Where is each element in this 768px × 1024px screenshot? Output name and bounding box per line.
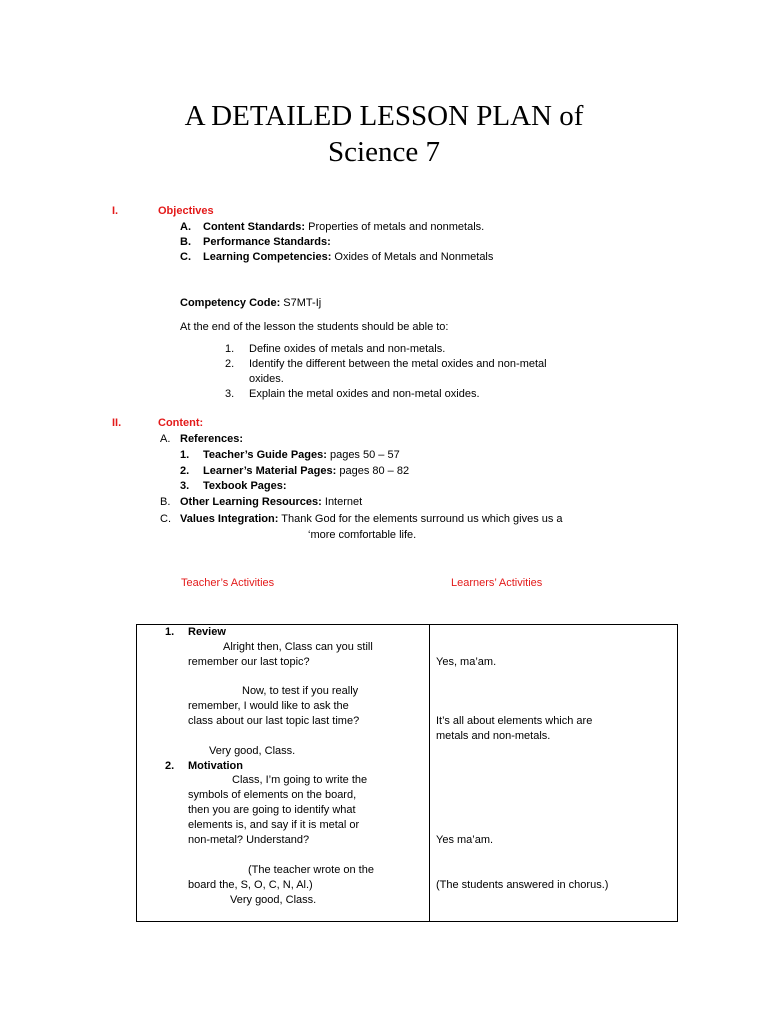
section-2-heading: Content: [158,417,204,429]
ref-3-text: Texbook Pages: [203,480,287,492]
review-p2c: class about our last topic last time? [188,715,360,727]
ref-1-text: Teacher’s Guide Pages: pages 50 – 57 [203,449,400,461]
learner-response-2: It’s all about elements which are [436,715,593,727]
learner-response-4: (The students answered in chorus.) [436,879,609,891]
section-1-heading: Objectives [158,205,214,217]
motivation-p1e: non-metal? Understand? [188,834,310,846]
teacher-activities-header: Teacher’s Activities [181,577,275,589]
motivation-p1: Class, I’m going to write the [232,774,368,786]
review-p2b: remember, I would like to ask the [188,700,349,712]
title-line-2: Science 7 [328,136,440,168]
objective-a-text: Content Standards: Properties of metals and nonmetals. [203,221,485,233]
objective-c-text: Learning Competencies: Oxides of Metals and Nonmetals [203,251,494,263]
learner-activities-header: Learners’ Activities [451,577,543,589]
motivation-num: 2. [165,760,175,772]
goal-1-num: 1. [225,343,235,355]
ref-2-text: Learner’s Material Pages: pages 80 – 82 [203,465,410,477]
review-num: 1. [165,626,175,638]
review-label: Review [188,626,226,638]
ref-1-num: 1. [180,449,190,461]
values-text-cont: ‘more comfortable life. [308,529,417,541]
ref-3-num: 3. [180,480,190,492]
section-1-numeral: I. [112,205,119,217]
other-resources-letter: B. [160,496,171,508]
activities-table [136,624,678,922]
section-2-numeral: II. [112,417,122,429]
objective-b-text: Performance Standards: [203,236,331,248]
learner-activities-cell [430,625,678,922]
goal-3-text: Explain the metal oxides and non-metal oxides. [249,388,480,400]
review-p2: Now, to test if you really [242,685,359,697]
other-resources-text: Other Learning Resources: Internet [180,496,363,508]
values-letter: C. [160,513,171,525]
goal-3-num: 3. [225,388,235,400]
objective-b: B. [180,236,191,248]
references-label: References: [180,433,243,445]
references-letter: A. [160,433,171,445]
goal-2-num: 2. [225,358,235,370]
competency-code: Competency Code: S7MT-Ij [180,297,322,309]
goal-2-text-cont: oxides. [249,373,284,385]
objective-a: A. [180,221,191,233]
lesson-intro: At the end of the lesson the students should be able to: [180,321,449,333]
motivation-p1c: then you are going to identify what [188,804,356,816]
goal-2-text: Identify the different between the metal oxides and non-metal [249,358,547,370]
motivation-p3: Very good, Class. [230,894,317,906]
goal-1-text: Define oxides of metals and non-metals. [249,343,446,355]
motivation-p2: (The teacher wrote on the [248,864,374,876]
values-text: Values Integration: Thank God for the elements surround us which gives us a [180,513,563,525]
learner-response-1: Yes, ma’am. [436,656,497,668]
objective-c: C. [180,251,191,263]
motivation-p1d: elements is, and say if it is metal or [188,819,360,831]
review-p1: Alright then, Class can you still [223,641,373,653]
document-title [0,98,768,170]
motivation-label: Motivation [188,760,243,772]
learner-response-3: Yes ma’am. [436,834,494,846]
teacher-activities-cell [137,625,430,922]
learner-response-2b: metals and non-metals. [436,730,551,742]
ref-2-num: 2. [180,465,190,477]
title-line-1: A DETAILED LESSON PLAN of [184,100,584,132]
motivation-p2b: board the, S, O, C, N, Al.) [188,879,313,891]
review-p1b: remember our last topic? [188,656,310,668]
motivation-p1b: symbols of elements on the board, [188,789,357,801]
review-p3: Very good, Class. [209,745,296,757]
